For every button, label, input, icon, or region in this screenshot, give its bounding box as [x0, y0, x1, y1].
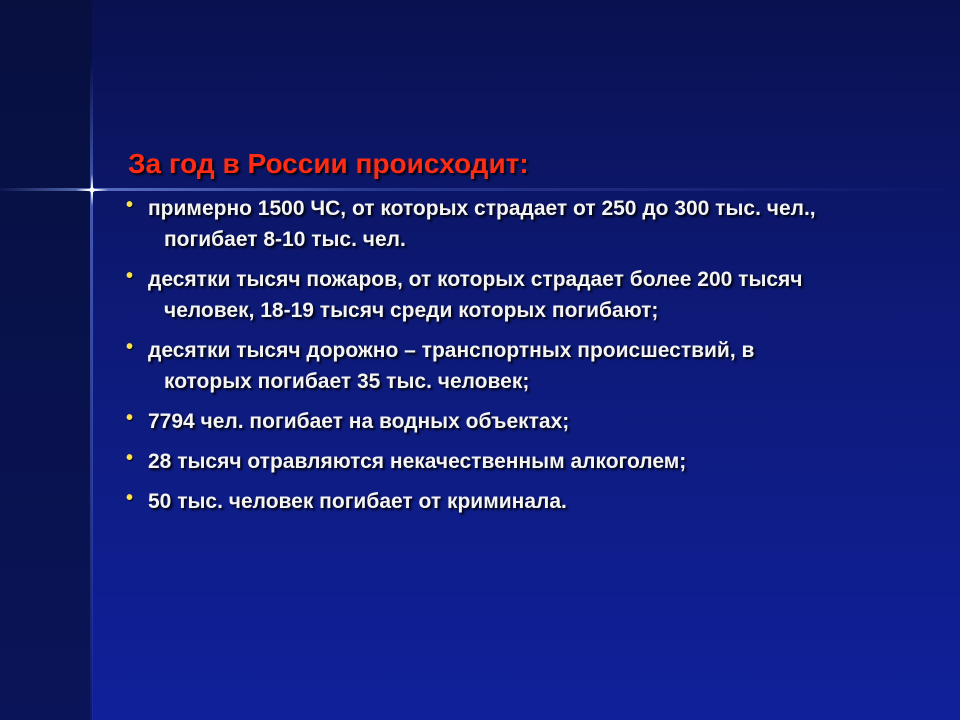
left-background-band	[0, 0, 92, 720]
slide-title: За год в России происходит:	[128, 148, 529, 179]
list-item-text: десятки тысяч пожаров, от которых страдает более 200 тысяч человек, 18-19 тысяч среди которых погибают;	[148, 268, 803, 322]
list-item	[124, 406, 844, 437]
sparkle-icon	[76, 174, 108, 206]
list-item-text: десятки тысяч дорожно – транспортных происшествий, в которых погибает 35 тыс. человек;	[148, 339, 755, 393]
list-item	[124, 264, 844, 326]
horizontal-light-streak	[0, 188, 960, 191]
list-item	[124, 335, 844, 397]
bullet-icon: •	[126, 447, 134, 469]
bullet-icon: •	[126, 487, 134, 509]
bullet-icon: •	[126, 407, 134, 429]
list-item-text: примерно 1500 ЧС, от которых страдает от 250 до 300 тыс. чел., погибает 8-10 тыс. чел.	[148, 197, 816, 251]
statistics-list	[124, 193, 844, 526]
list-item-text: 50 тыс. человек погибает от криминала.	[148, 490, 567, 513]
list-item-text: 28 тысяч отравляются некачественным алкоголем;	[148, 450, 687, 473]
list-item-text: 7794 чел. погибает на водных объектах;	[148, 410, 570, 433]
bullet-icon: •	[126, 336, 134, 358]
list-item	[124, 193, 844, 255]
bullet-icon: •	[126, 194, 134, 216]
bullet-icon: •	[126, 265, 134, 287]
list-item	[124, 446, 844, 477]
list-item	[124, 486, 844, 517]
vertical-light-streak	[90, 60, 93, 720]
